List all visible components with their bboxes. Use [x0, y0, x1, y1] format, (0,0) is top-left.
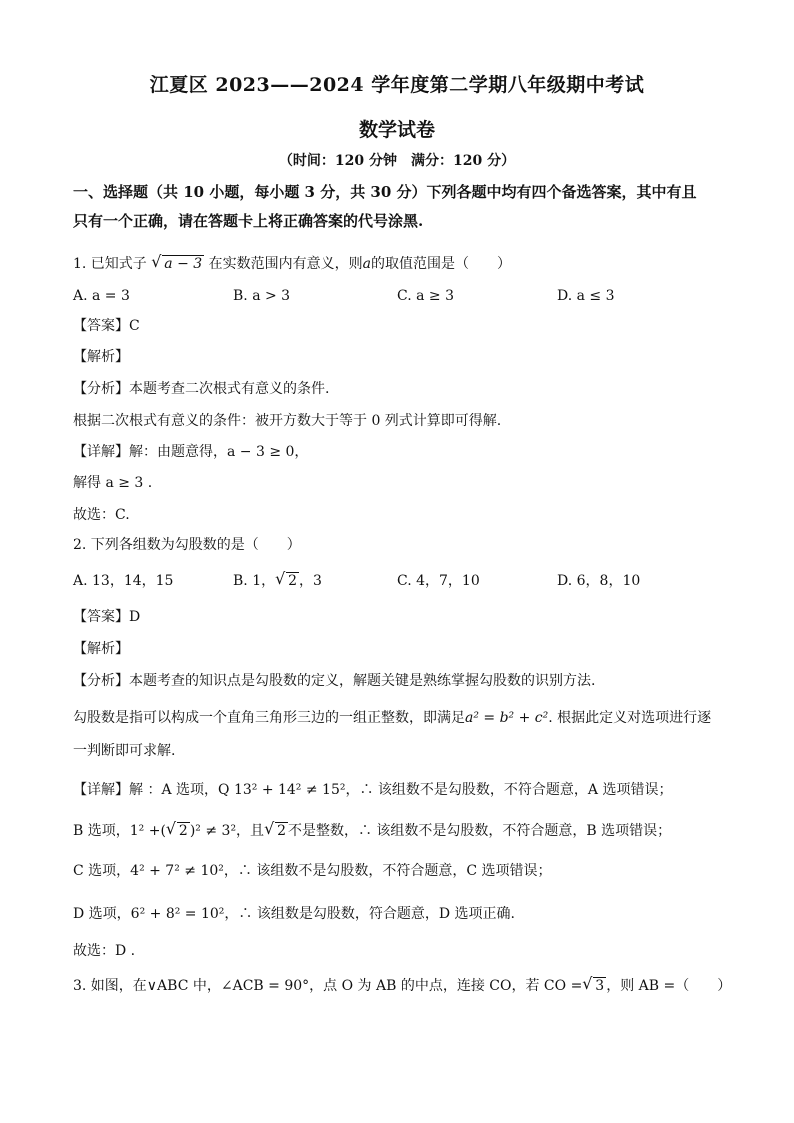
q2-choose: 故选：D .	[73, 943, 136, 959]
q2-option-b-suffix: ，3	[299, 573, 322, 589]
q2-option-b-prefix: B. 1，	[233, 573, 276, 589]
q2-analysis-tag: 【解析】	[73, 641, 129, 657]
q1-option-b: B. a > 3	[233, 288, 291, 304]
q2-option-d: D. 6，8，10	[557, 573, 641, 589]
q1-solve: 解得 a ≥ 3 .	[73, 475, 153, 491]
q1-detail: 【详解】解：由题意得，a − 3 ≥ 0，	[73, 444, 309, 460]
q1-radical	[151, 254, 204, 274]
q2-detail-b-radical-2	[264, 821, 288, 841]
q1-choose: 故选：C.	[73, 507, 130, 523]
q2-detail-b-text-3: 不是整数，∴ 该组数不是勾股数，不符合题意，B 选项错误；	[287, 823, 672, 839]
exam-subtitle: 数学试卷	[358, 119, 435, 141]
q2-detail-d: D 选项，6² + 8² = 10²，∴ 该组数是勾股数，符合题意，D 选项正确.	[73, 906, 515, 922]
q3-stem-text-2: ，则 AB =（ ）	[606, 978, 732, 994]
q2-detail-b-radicand: 2	[178, 823, 188, 839]
q2-detail-b-text-2: )² ≠ 3²，且	[189, 823, 265, 839]
q2-option-b-radicand: 2	[288, 573, 298, 589]
q1-option-d: D. a ≤ 3	[557, 288, 615, 304]
q2-detail-b-radical	[166, 821, 190, 841]
q3-radicand: 3	[595, 978, 605, 994]
q3-stem	[73, 976, 731, 996]
q2-option-b	[233, 571, 322, 591]
q2-detail-b-text: B 选项，1² +(	[73, 823, 166, 839]
q2-option-a: A. 13，14，15	[73, 573, 174, 589]
q1-stem	[73, 254, 511, 274]
q1-stem-suffix: 的取值范围是（ ）	[370, 256, 511, 272]
section-heading-line1: 一、选择题（共 10 小题，每小题 3 分，共 30 分）下列各题中均有四个备选答案，其中有且	[73, 183, 697, 201]
q2-answer: 【答案】D	[73, 609, 141, 625]
q1-analysis-tag: 【解析】	[73, 349, 129, 365]
q2-stem: 2. 下列各组数为勾股数的是（ ）	[73, 537, 301, 553]
q1-analysis: 【分析】本题考查二次根式有意义的条件.	[73, 381, 330, 397]
q2-detail-b-radicand-2: 2	[277, 823, 286, 839]
q3-radical	[582, 976, 606, 996]
q1-radicand: a − 3	[164, 256, 203, 272]
q2-definition-cont: 一判断即可求解.	[73, 743, 176, 759]
q1-option-a: A. a = 3	[73, 288, 130, 304]
section-heading-line2: 只有一个正确，请在答题卡上将正确答案的代号涂黑.	[73, 212, 424, 230]
q2-option-c: C. 4，7，10	[397, 573, 480, 589]
exam-time-info: （时间：120 分钟 满分：120 分）	[278, 153, 516, 169]
q2-detail-a: 【详解】解 ：A 选项，Q 13² + 14² ≠ 15²，∴ 该组数不是勾股数，不符合题意，A 选项错误；	[73, 782, 673, 798]
q1-var: a	[362, 256, 371, 272]
q2-detail-b	[73, 821, 671, 841]
q1-option-c: C. a ≥ 3	[397, 288, 454, 304]
q2-analysis: 【分析】本题考查的知识点是勾股数的定义，解题关键是熟练掌握勾股数的识别方法.	[73, 673, 596, 689]
q2-definition-formula: a² = b² + c²	[465, 710, 549, 726]
exam-title: 江夏区 2023——2024 学年度第二学期八年级期中考试	[149, 74, 645, 96]
q2-definition-text: 勾股数是指可以构成一个直角三角形三边的一组正整数，即满足	[73, 710, 465, 726]
q2-detail-c: C 选项，4² + 7² ≠ 10²，∴ 该组数不是勾股数，不符合题意，C 选项错误；	[73, 863, 552, 879]
q1-stem-mid: 在实数范围内有意义，则	[208, 256, 363, 272]
q2-definition	[73, 708, 711, 728]
q2-definition-text-2: . 根据此定义对选项进行逐	[548, 710, 712, 726]
q1-answer: 【答案】C	[73, 318, 140, 334]
q2-option-b-radical	[275, 571, 299, 591]
q1-stem-prefix: 1. 已知式子	[73, 256, 147, 272]
q3-stem-text: 3. 如图，在∨ABC 中，∠ACB = 90°，点 O 为 AB 的中点，连接 CO，若 CO =	[73, 978, 583, 994]
q1-basis: 根据二次根式有意义的条件：被开方数大于等于 0 列式计算即可得解.	[73, 413, 502, 429]
